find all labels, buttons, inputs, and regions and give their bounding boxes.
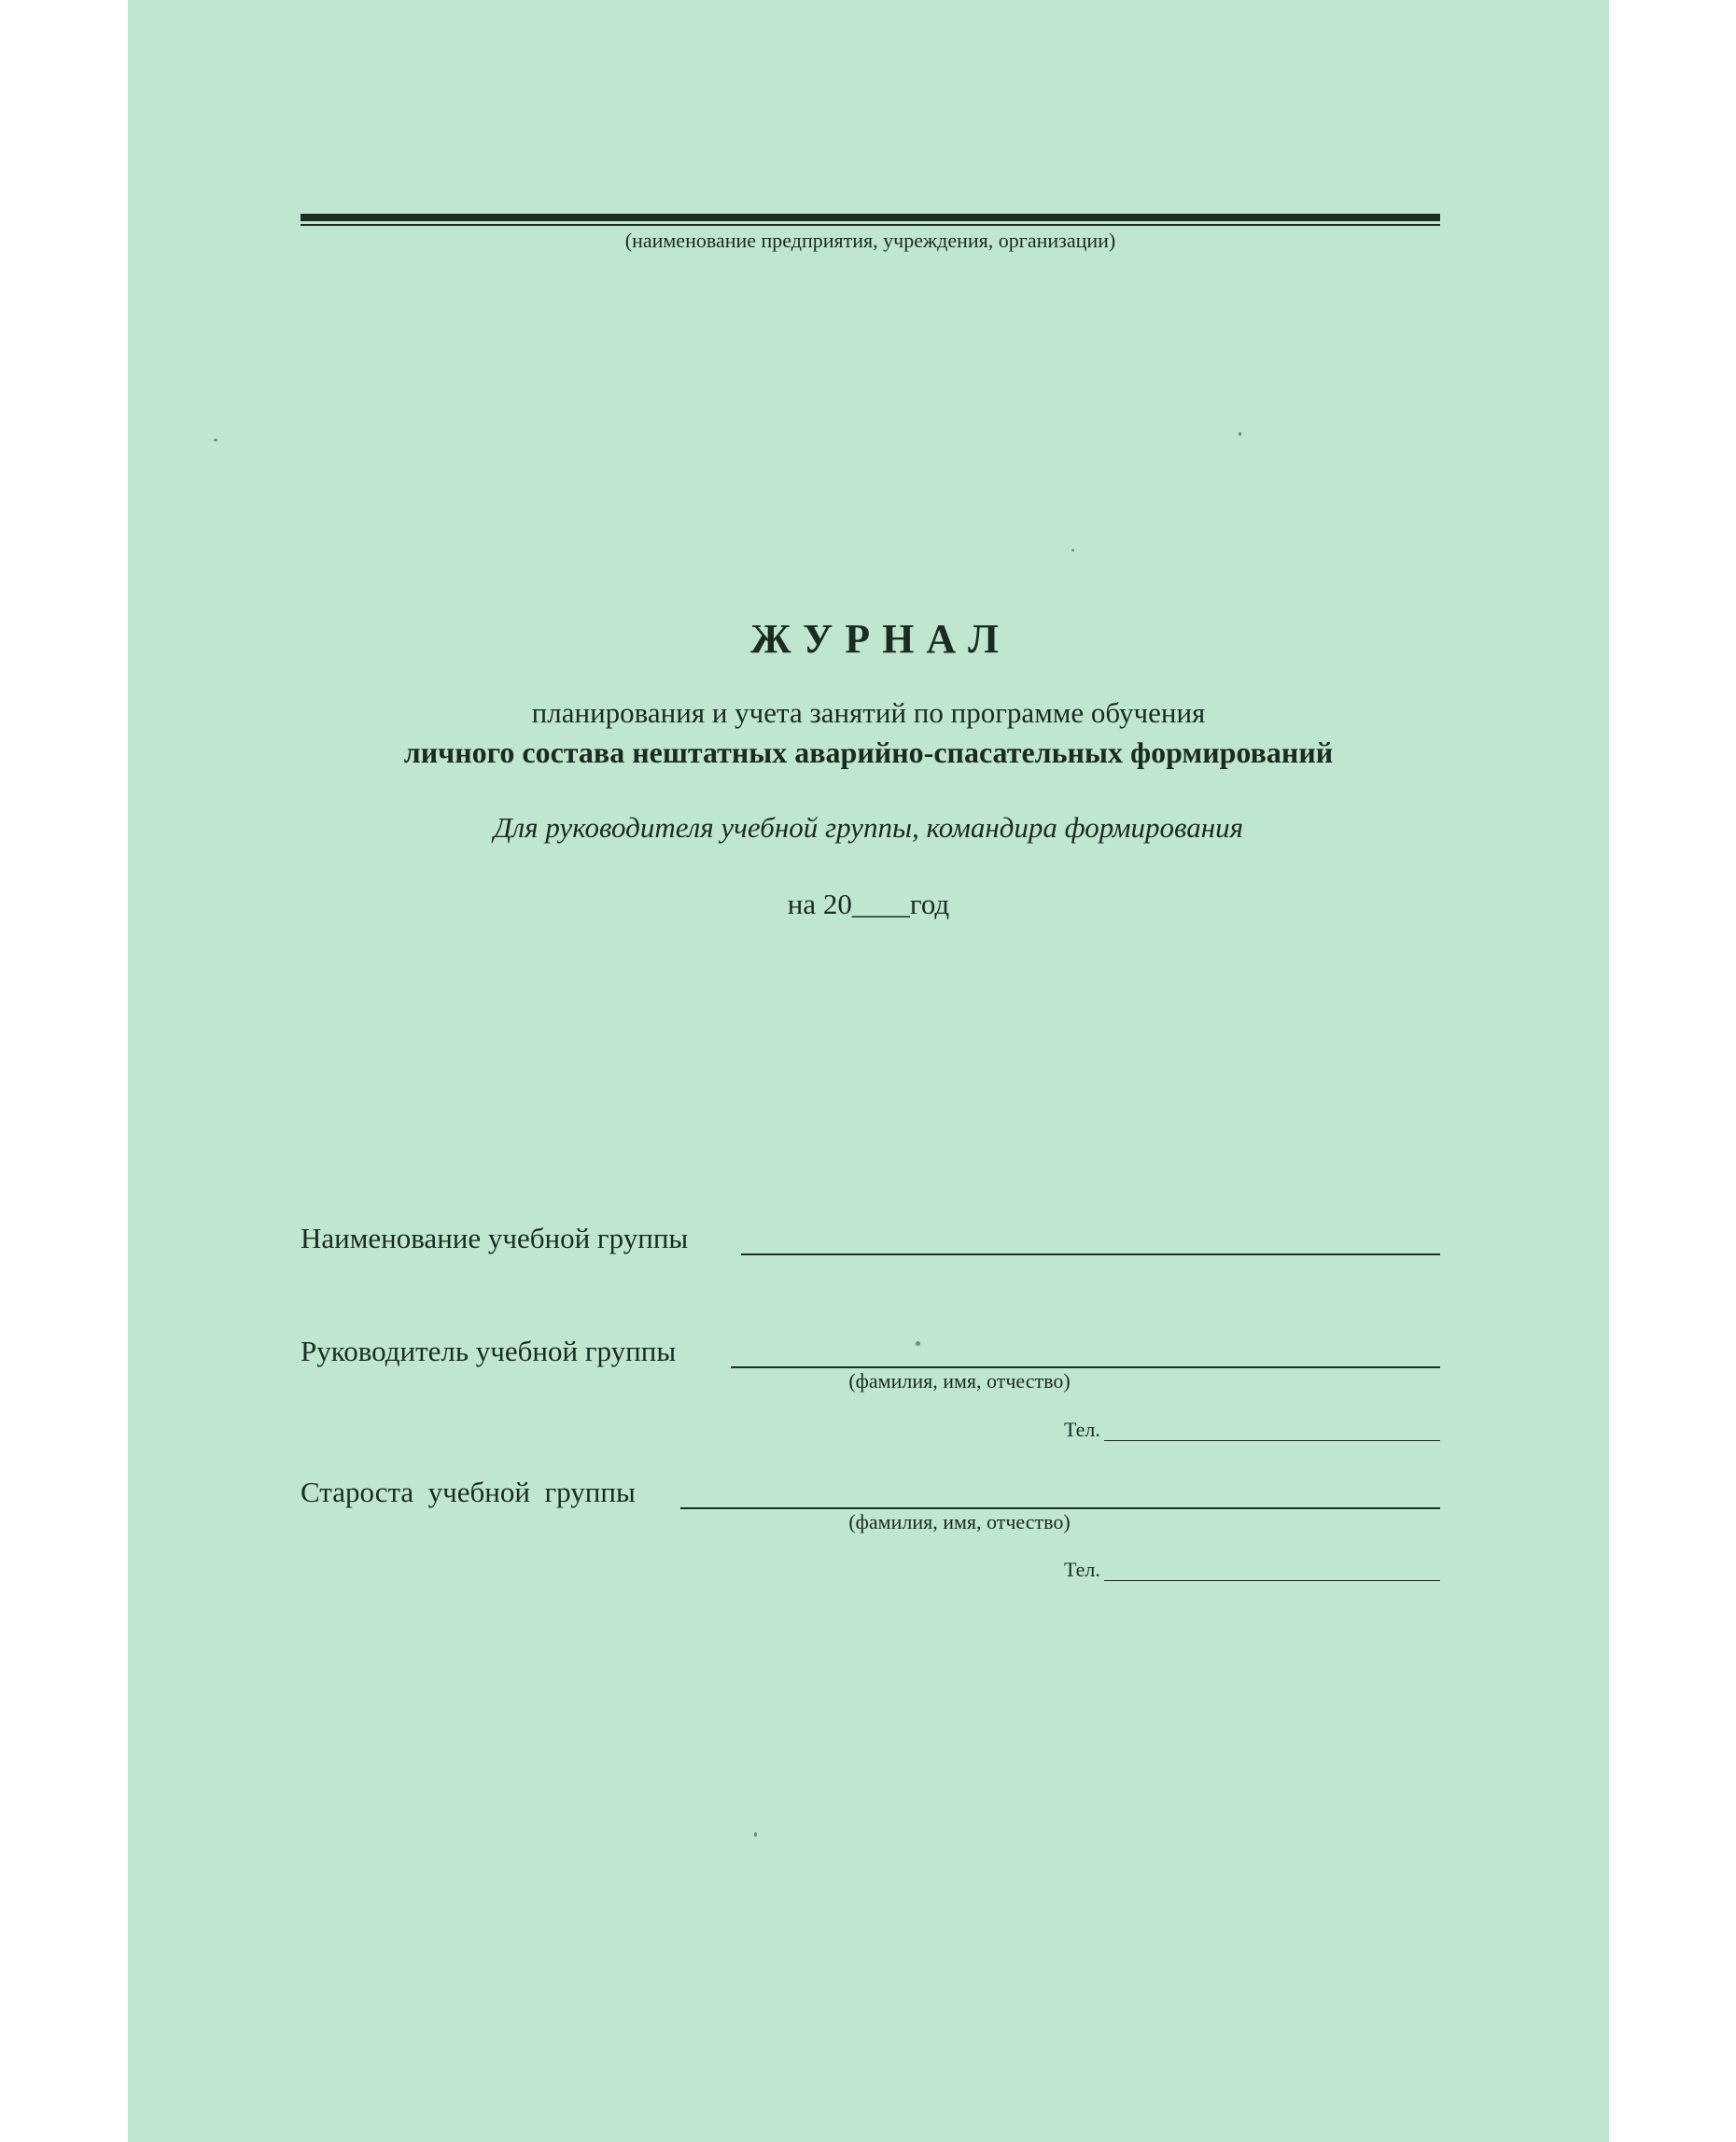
journal-subtitle: планирования и учета занятий по программе обучения	[531, 696, 1206, 729]
journal-cover-sheet	[128, 0, 1609, 2142]
group-head-tel-label: Тел.	[1064, 1558, 1100, 1581]
group-name-label: Наименование учебной группы	[301, 1222, 689, 1254]
group-name-field[interactable]	[741, 1253, 1440, 1255]
group-leader-tel-field[interactable]	[1104, 1440, 1440, 1441]
group-leader-label: Руководитель учебной группы	[301, 1335, 677, 1367]
group-head-label: Староста учебной группы	[301, 1476, 636, 1508]
journal-audience: Для руководителя учебной группы, командира формирования	[493, 811, 1244, 844]
journal-title: ЖУРНАЛ	[750, 616, 1011, 662]
journal-year: на 20____год	[787, 888, 950, 920]
journal-subtitle-bold: личного состава нештатных аварийно-спасательных формирований	[403, 735, 1334, 769]
organization-caption: (наименование предприятия, учреждения, организации)	[624, 229, 1116, 252]
paper-speck	[754, 1832, 757, 1837]
organization-line-thin	[301, 224, 1440, 226]
group-head-hint: (фамилия, имя, отчество)	[848, 1510, 1071, 1533]
group-head-tel-field[interactable]	[1104, 1580, 1440, 1581]
paper-speck	[1239, 432, 1241, 436]
organization-line-thick	[301, 214, 1440, 221]
paper-speck	[214, 439, 217, 441]
paper-speck	[1071, 549, 1074, 552]
group-leader-hint: (фамилия, имя, отчество)	[848, 1369, 1071, 1393]
group-leader-tel-label: Тел.	[1064, 1418, 1100, 1441]
paper-speck	[916, 1341, 920, 1346]
